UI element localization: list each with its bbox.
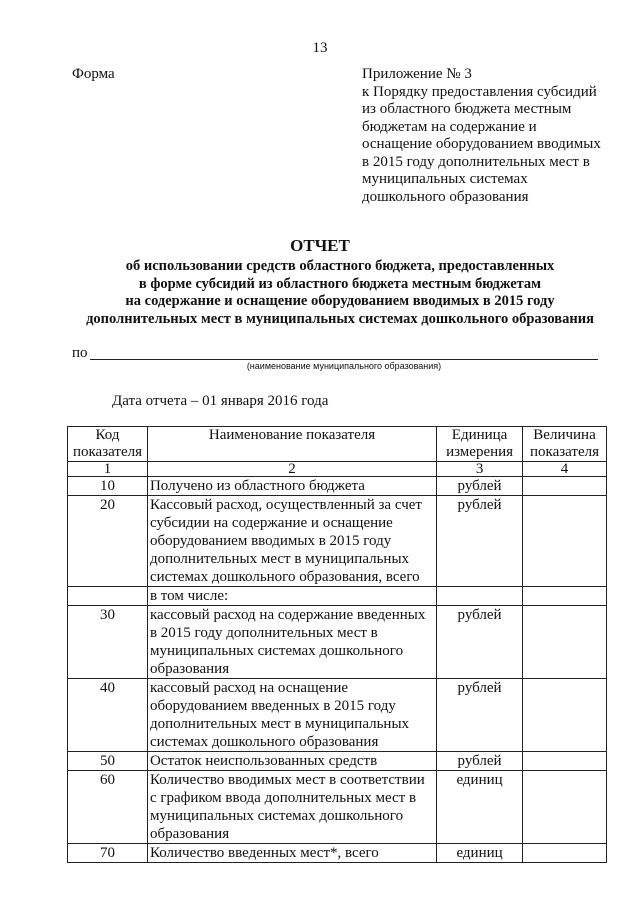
row-value-cell[interactable] [523,496,607,587]
header-code-line: Код [95,427,120,443]
row-name [147,844,436,863]
table-row [68,844,607,863]
row-name-line: Остаток неиспользованных средств [149,753,378,769]
header-unit-line: измерения [446,444,514,460]
form-label: Форма [72,66,115,82]
page-number: 13 [312,40,328,56]
report-subtitle [40,258,640,328]
row-name-line: в том числе: [149,588,229,604]
row-name-line: оборудованием введенных в 2015 году [149,698,396,714]
appendix-line: в 2015 году дополнительных мест в [362,153,590,170]
row-unit [437,587,523,606]
row-unit: единиц [437,844,523,863]
row-code: 30 [68,606,148,679]
row-name-line: Количество введенных мест*, всего [149,845,379,861]
row-name-line: оборудованием вводимых в 2015 году [149,533,392,549]
municipality-label: по [72,345,88,361]
header-value-line: Величина [533,427,596,443]
municipality-input-line[interactable] [90,359,598,360]
row-name [147,771,436,844]
row-value-cell[interactable] [523,844,607,863]
row-name-line: системах дошкольного образования, всего [149,569,420,585]
row-value-cell[interactable] [523,587,607,606]
row-name-line: муниципальных системах дошкольного [149,643,404,659]
row-name-line: в 2015 году дополнительных мест в [149,625,378,641]
row-unit: рублей [437,606,523,679]
header-unit [437,427,523,462]
row-code: 60 [68,771,148,844]
row-value-cell[interactable] [523,606,607,679]
row-name-line: дополнительных мест в муниципальных [149,551,410,567]
row-code [68,587,148,606]
row-name [147,587,436,606]
row-name [147,477,436,496]
row-name-line: с графиком ввода дополнительных мест в [149,790,417,806]
table-row [68,771,607,844]
row-name-line: системах дошкольного образования [149,734,379,750]
appendix-line: из областного бюджета местным [362,101,572,117]
row-code: 10 [68,477,148,496]
row-name-line: Количество вводимых мест в соответствии [149,772,425,788]
row-name-line: субсидии на содержание и оснащение [149,515,393,531]
appendix-block [362,66,622,206]
row-value-cell[interactable] [523,477,607,496]
appendix-line: к Порядку предоставления субсидий [362,83,597,100]
row-name-line: Получено из областного бюджета [149,478,365,494]
row-unit: рублей [437,679,523,752]
report-subtitle-line: об использовании средств областного бюджета, предоставленных [125,258,555,274]
table-row [68,496,607,587]
header-unit-line: Единица [451,427,508,443]
report-subtitle-line: на содержание и оснащение оборудованием вводимых в 2015 году [125,293,555,309]
row-name [147,752,436,771]
row-name-line: кассовый расход на оснащение [149,680,349,696]
table-row [68,752,607,771]
row-unit: рублей [437,496,523,587]
column-number: 3 [437,462,523,477]
row-value-cell[interactable] [523,679,607,752]
header-value [523,427,607,462]
row-name [147,606,436,679]
row-unit: рублей [437,477,523,496]
header-name: Наименование показателя [147,427,436,462]
table-row [68,679,607,752]
row-code: 50 [68,752,148,771]
table-row [68,477,607,496]
row-code: 40 [68,679,148,752]
column-number: 4 [523,462,607,477]
report-subtitle-line: в форме субсидий из областного бюджета местным бюджетам [138,275,542,292]
row-name-line: образования [149,661,230,677]
column-number: 1 [68,462,148,477]
row-name [147,496,436,587]
row-name-line: Кассовый расход, осуществленный за счет [149,497,422,513]
row-unit: рублей [437,752,523,771]
column-number: 2 [147,462,436,477]
report-title: ОТЧЕТ [290,236,350,255]
appendix-line: муниципальных системах [362,171,528,187]
table-header-row [68,427,607,462]
appendix-line: Приложение № 3 [362,66,472,82]
table-row [68,587,607,606]
header-code-line: показателя [72,444,142,460]
column-number-row [68,462,607,477]
table-body [68,477,607,863]
row-name [147,679,436,752]
row-code: 70 [68,844,148,863]
row-value-cell[interactable] [523,771,607,844]
header-code [68,427,148,462]
appendix-line: бюджетам на содержание и [362,118,537,135]
indicators-table [67,426,607,863]
row-unit: единиц [437,771,523,844]
municipality-caption: (наименование муниципального образования) [246,361,442,371]
row-name-line: муниципальных системах дошкольного [149,808,404,824]
header-value-line: показателя [529,444,600,460]
row-name-line: дополнительных мест в муниципальных [149,716,410,732]
appendix-line: оснащение оборудованием вводимых [362,136,601,152]
row-name-line: кассовый расход на содержание введенных [149,607,426,623]
table-row [68,606,607,679]
report-subtitle-line: дополнительных мест в муниципальных системах дошкольного образования [86,310,594,327]
appendix-line: дошкольного образования [362,188,529,205]
row-name-line: образования [149,826,230,842]
row-code: 20 [68,496,148,587]
report-date: Дата отчета – 01 января 2016 года [112,393,329,409]
row-value-cell[interactable] [523,752,607,771]
